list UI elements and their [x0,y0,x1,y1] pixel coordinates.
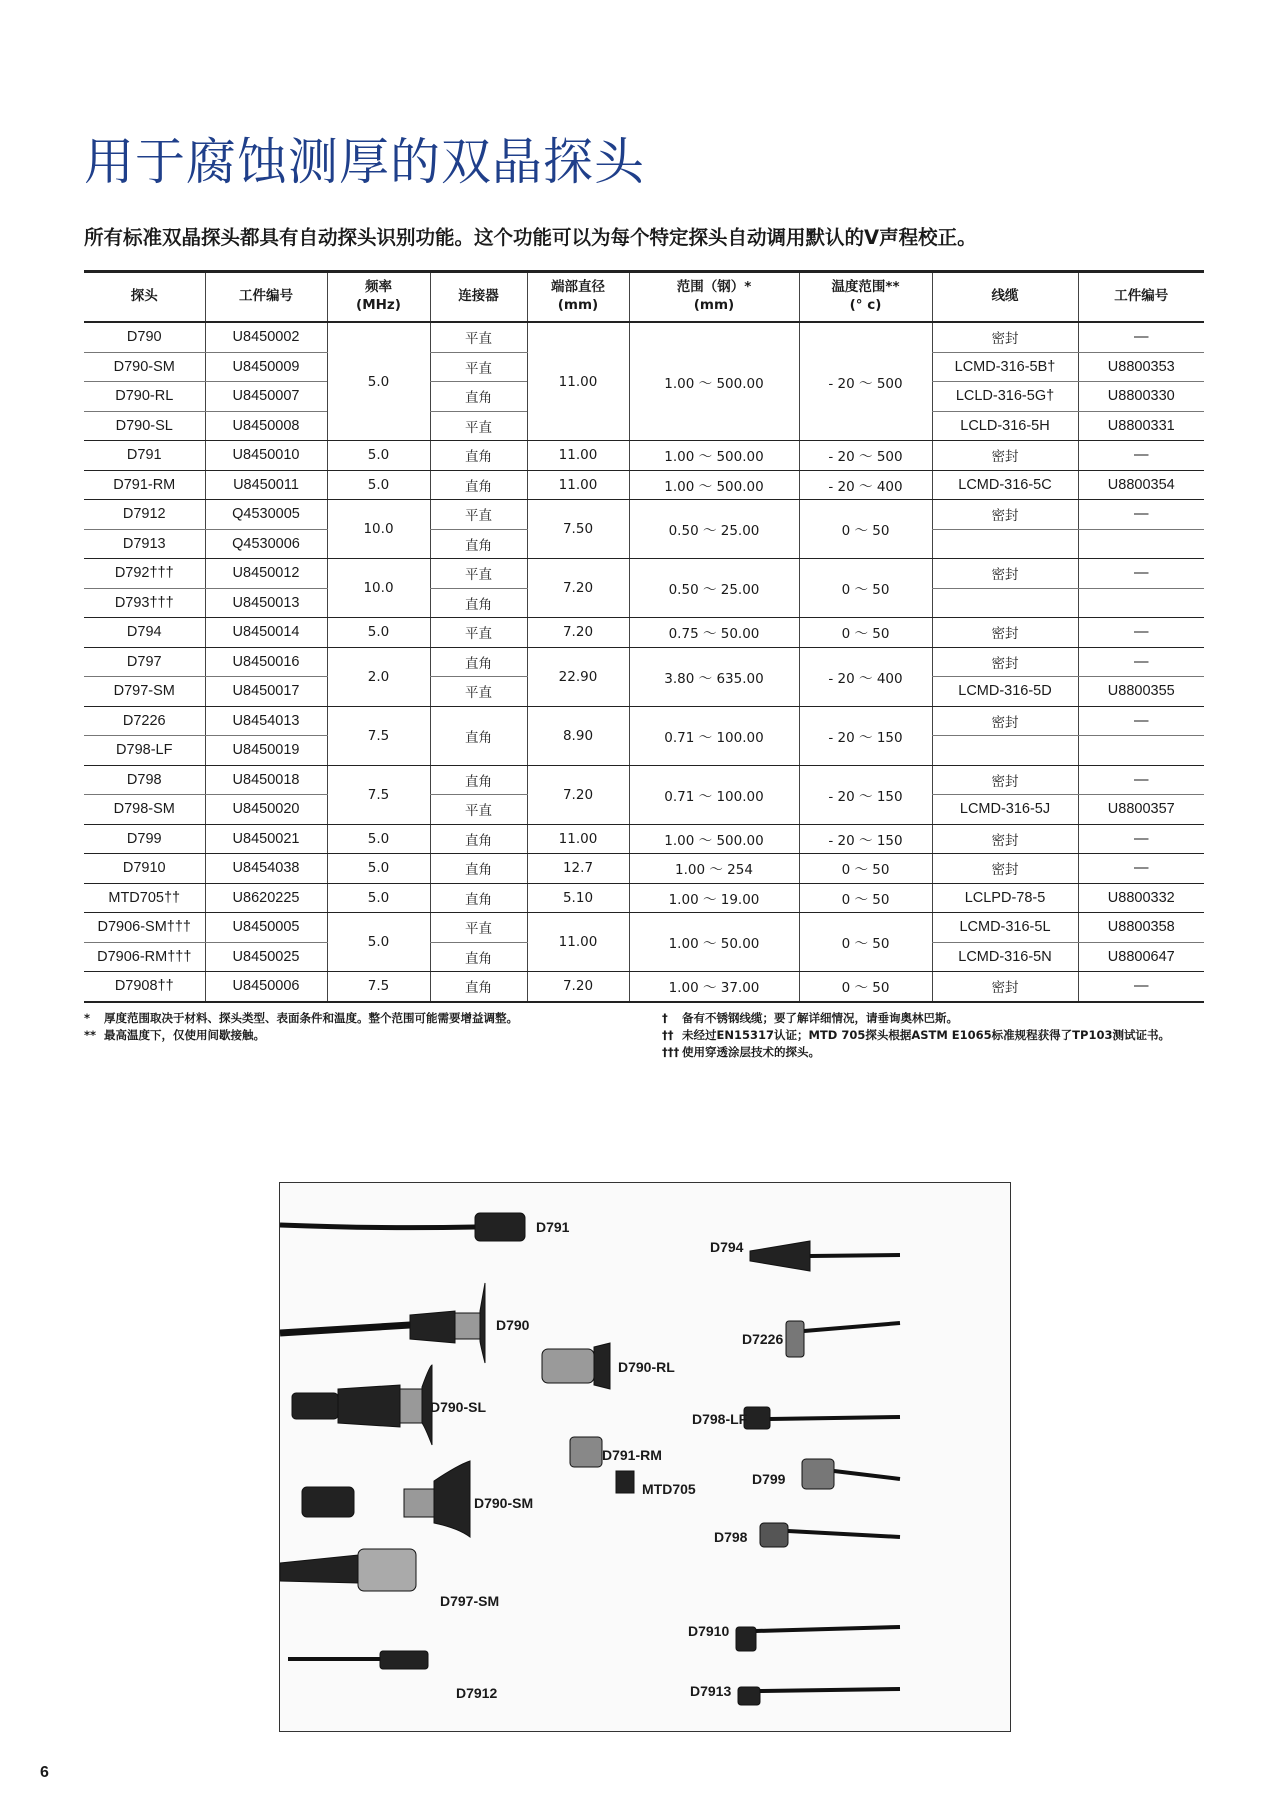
cell-temp: 0 ～ 50 [799,883,932,913]
cell-connector: 直角 [430,824,527,854]
cell-cable-part: — [1078,706,1204,736]
cell-cable: LCLD-316-5G† [932,382,1078,412]
cell-part: U8450021 [205,824,327,854]
header-connector: 连接器 [430,272,527,323]
label-d798lf: D798-LF [692,1411,748,1427]
cell-connector: 平直 [430,500,527,530]
cell-temp: 0 ～ 50 [799,500,932,559]
cell-cable-part: — [1078,559,1204,589]
footnote: ** 最高温度下，仅使用间歇接触。 [84,1028,265,1042]
cell-freq: 7.5 [327,765,430,824]
cell-probe: D790-SM [84,352,205,382]
cell-temp: - 20 ～ 500 [799,441,932,471]
page-number: 6 [40,1764,49,1781]
cell-cable-empty [932,529,1078,559]
cell-part: U8450013 [205,588,327,618]
d790-handle [410,1311,455,1343]
cell-cable: 密封 [932,618,1078,648]
d798-probe [760,1523,788,1547]
cell-temp: - 20 ～ 150 [799,765,932,824]
cell-part: U8454038 [205,854,327,884]
cell-tip: 22.90 [527,647,629,706]
cell-temp: 0 ～ 50 [799,559,932,618]
cell-connector: 平直 [430,352,527,382]
d790sm-head [434,1461,470,1537]
header-tip-diameter: 端部直径 (mm) [527,272,629,323]
cell-part: U8450007 [205,382,327,412]
label-d7913: D7913 [690,1683,732,1699]
cell-connector: 平直 [430,411,527,441]
header-frequency: 频率 (MHz) [327,272,430,323]
cell-freq: 5.0 [327,441,430,471]
probe-photo [279,1182,1011,1732]
table-header-row [84,272,1204,323]
cell-cable-part: — [1078,322,1204,352]
cell-part: U8454013 [205,706,327,736]
d791-probe [475,1213,525,1241]
header-temperature: 温度范围** (° c) [799,272,932,323]
cell-part: U8450009 [205,352,327,382]
footnote: * 厚度范围取决于材料、探头类型、表面条件和温度。整个范围可能需要增益调整。 [84,1011,518,1025]
cell-temp: - 20 ～ 150 [799,824,932,854]
page-title: 用于腐蚀测厚的双晶探头 [84,133,645,191]
label-d797sm: D797-SM [440,1593,500,1609]
cell-freq: 10.0 [327,559,430,618]
cell-probe: D7910 [84,854,205,884]
cell-part: U8450005 [205,913,327,943]
cell-freq: 2.0 [327,647,430,706]
footnote: † 备有不锈钢线缆；要了解详细情况，请垂询奥林巴斯。 [662,1011,958,1025]
cell-cable-part: U8800357 [1078,795,1204,825]
table-row [84,441,1204,471]
cell-cable-part: U8800358 [1078,913,1204,943]
d7226-cable [804,1323,900,1331]
table-row [84,500,1204,530]
cell-probe: D798-SM [84,795,205,825]
cell-tip: 11.00 [527,824,629,854]
cell-cable-part: — [1078,854,1204,884]
label-d791rm: D791-RM [602,1447,662,1463]
cell-connector: 直角 [430,441,527,471]
header-part-no: 工件编号 [205,272,327,323]
label-d7912: D7912 [456,1685,498,1701]
cell-cable-part: U8800355 [1078,677,1204,707]
cell-tip: 7.20 [527,972,629,1002]
cell-probe: D797-SM [84,677,205,707]
table-row [84,854,1204,884]
d7910-cable [756,1627,900,1631]
table-row [84,647,1204,677]
cell-connector: 直角 [430,529,527,559]
cell-freq: 10.0 [327,500,430,559]
cell-tip: 11.00 [527,913,629,972]
cell-connector: 平直 [430,618,527,648]
cell-range: 1.00 ～ 500.00 [629,824,799,854]
cell-temp: - 20 ～ 500 [799,322,932,441]
cell-probe: MTD705†† [84,883,205,913]
cell-cable: LCLPD-78-5 [932,883,1078,913]
d797sm-handle [280,1555,358,1583]
cell-connector: 直角 [430,588,527,618]
cell-range: 1.00 ～ 50.00 [629,913,799,972]
d790sm-collar [404,1489,434,1517]
cell-connector: 平直 [430,322,527,352]
cell-connector: 直角 [430,883,527,913]
cell-temp: 0 ～ 50 [799,618,932,648]
cell-freq: 5.0 [327,883,430,913]
cell-cable-part-empty [1078,588,1204,618]
cell-freq: 5.0 [327,618,430,648]
cell-part: U8450019 [205,736,327,766]
cell-cable: LCMD-316-5L [932,913,1078,943]
table-row [84,913,1204,943]
cell-freq: 7.5 [327,706,430,765]
cell-cable-part: U8800332 [1078,883,1204,913]
footnote: †† 未经过EN15317认证；MTD 705探头根据ASTM E1065标准规程获得了TP103测试证书。 [662,1028,1170,1042]
cell-range: 0.75 ～ 50.00 [629,618,799,648]
cell-connector: 直角 [430,972,527,1002]
cell-temp: 0 ～ 50 [799,972,932,1002]
cell-connector: 直角 [430,647,527,677]
label-d798: D798 [714,1529,748,1545]
cell-probe: D7906-RM††† [84,942,205,972]
cell-cable-part: — [1078,618,1204,648]
cell-freq: 5.0 [327,470,430,500]
cell-probe: D7908†† [84,972,205,1002]
header-cable: 线缆 [932,272,1078,323]
cell-cable-part: U8800647 [1078,942,1204,972]
cell-probe: D794 [84,618,205,648]
cell-connector: 直角 [430,706,527,765]
cell-part: Q4530005 [205,500,327,530]
d798-cable [788,1531,900,1537]
cell-cable: LCMD-316-5N [932,942,1078,972]
cell-freq: 5.0 [327,322,430,441]
cell-cable-empty [932,736,1078,766]
label-d7226: D7226 [742,1331,784,1347]
cell-tip: 7.50 [527,500,629,559]
header-probe: 探头 [84,272,205,323]
cell-cable: LCMD-316-5J [932,795,1078,825]
cell-tip: 11.00 [527,322,629,441]
cell-cable-part: — [1078,500,1204,530]
cell-part: U8450011 [205,470,327,500]
table-row [84,559,1204,589]
mtd705-probe [616,1471,634,1493]
cell-cable: 密封 [932,559,1078,589]
cell-part: U8620225 [205,883,327,913]
cell-part: U8450020 [205,795,327,825]
probe-spec-table [84,270,1204,1003]
cell-connector: 直角 [430,854,527,884]
cell-probe: D798 [84,765,205,795]
footnote: ††† 使用穿透涂层技术的探头。 [662,1045,820,1059]
footnotes-right [662,1010,1170,1061]
label-d799: D799 [752,1471,786,1487]
cell-tip: 7.20 [527,618,629,648]
label-d791: D791 [536,1219,570,1235]
cell-probe: D799 [84,824,205,854]
cell-probe: D7913 [84,529,205,559]
footnotes-left [84,1010,518,1044]
d7913-probe [738,1687,760,1705]
cell-range: 0.71 ～ 100.00 [629,706,799,765]
d791rm-body [570,1437,602,1467]
table-row [84,618,1204,648]
cell-range: 1.00 ～ 500.00 [629,322,799,441]
cell-cable-part-empty [1078,736,1204,766]
cell-cable-part: — [1078,972,1204,1002]
d794-probe [750,1241,810,1271]
cell-probe: D7906-SM††† [84,913,205,943]
label-mtd705: MTD705 [642,1481,696,1497]
cell-range: 1.00 ～ 37.00 [629,972,799,1002]
cell-cable: LCMD-316-5B† [932,352,1078,382]
cell-tip: 11.00 [527,470,629,500]
label-d7910: D7910 [688,1623,730,1639]
cell-tip: 12.7 [527,854,629,884]
d790sm-plug [302,1487,354,1517]
d799-cable [834,1471,900,1479]
cell-connector: 直角 [430,765,527,795]
cell-cable: LCMD-316-5C [932,470,1078,500]
d794-cable [810,1255,900,1256]
d7226-probe [786,1321,804,1357]
d790rl-head [594,1343,610,1389]
cell-probe: D7226 [84,706,205,736]
header-range: 范围（钢）* (mm) [629,272,799,323]
label-d794: D794 [710,1239,744,1255]
cell-cable: 密封 [932,706,1078,736]
cell-part: U8450016 [205,647,327,677]
cell-cable-part: U8800354 [1078,470,1204,500]
table-row [84,972,1204,1002]
cell-cable-part: U8800330 [1078,382,1204,412]
cell-probe: D792††† [84,559,205,589]
cell-cable-part-empty [1078,529,1204,559]
cell-part: U8450014 [205,618,327,648]
cell-freq: 7.5 [327,972,430,1002]
cell-range: 0.71 ～ 100.00 [629,765,799,824]
cell-probe: D791 [84,441,205,471]
cell-connector: 直角 [430,470,527,500]
cell-part: U8450008 [205,411,327,441]
cell-part: U8450018 [205,765,327,795]
cell-probe: D798-LF [84,736,205,766]
label-d790sl: D790-SL [430,1399,487,1415]
label-d790rl: D790-RL [618,1359,675,1375]
cell-connector: 平直 [430,559,527,589]
table-row [84,322,1204,352]
d7912-probe [380,1651,428,1669]
cell-cable-part: — [1078,765,1204,795]
intro-text: 所有标准双晶探头都具有自动探头识别功能。这个功能可以为每个特定探头自动调用默认的V声程校正。 [84,226,977,249]
cell-freq: 5.0 [327,824,430,854]
cell-range: 1.00 ～ 500.00 [629,470,799,500]
cell-probe: D790 [84,322,205,352]
header-cable-part-no: 工件编号 [1078,272,1204,323]
d790-collar [455,1313,480,1339]
cell-cable: 密封 [932,972,1078,1002]
cell-probe: D797 [84,647,205,677]
d798lf-probe [744,1407,770,1429]
cell-cable-part: — [1078,824,1204,854]
cell-cable: 密封 [932,765,1078,795]
cell-range: 0.50 ～ 25.00 [629,500,799,559]
cell-probe: D7912 [84,500,205,530]
cell-part: U8450025 [205,942,327,972]
d790-cable [280,1325,410,1333]
d7910-probe [736,1627,756,1651]
cell-range: 3.80 ～ 635.00 [629,647,799,706]
cell-connector: 直角 [430,942,527,972]
cell-range: 1.00 ～ 500.00 [629,441,799,471]
d798lf-cable [770,1417,900,1419]
table-row [84,706,1204,736]
cell-connector: 平直 [430,677,527,707]
cell-range: 1.00 ～ 19.00 [629,883,799,913]
d7913-cable [760,1689,900,1691]
d790-head [480,1283,485,1363]
table-row [84,765,1204,795]
cell-tip: 7.20 [527,765,629,824]
cell-cable-part: — [1078,647,1204,677]
cell-part: U8450012 [205,559,327,589]
cell-cable: 密封 [932,824,1078,854]
cell-cable: LCLD-316-5H [932,411,1078,441]
d797sm-body [358,1549,416,1591]
cell-tip: 11.00 [527,441,629,471]
cell-part: U8450017 [205,677,327,707]
cell-cable: 密封 [932,647,1078,677]
cell-probe: D790-SL [84,411,205,441]
cell-temp: - 20 ～ 150 [799,706,932,765]
cell-cable: LCMD-316-5D [932,677,1078,707]
cell-connector: 平直 [430,913,527,943]
cell-tip: 8.90 [527,706,629,765]
cell-tip: 7.20 [527,559,629,618]
cell-cable-part: U8800331 [1078,411,1204,441]
cell-range: 1.00 ～ 254 [629,854,799,884]
cell-part: Q4530006 [205,529,327,559]
d790sl-plug [292,1393,338,1419]
cell-freq: 5.0 [327,854,430,884]
cell-cable: 密封 [932,441,1078,471]
cell-cable: 密封 [932,500,1078,530]
cell-temp: 0 ～ 50 [799,913,932,972]
cell-part: U8450010 [205,441,327,471]
cell-probe: D791-RM [84,470,205,500]
cell-freq: 5.0 [327,913,430,972]
label-d790sm: D790-SM [474,1495,534,1511]
cell-cable: 密封 [932,854,1078,884]
cell-probe: D790-RL [84,382,205,412]
cell-probe: D793††† [84,588,205,618]
d791-cable [280,1225,475,1228]
cell-connector: 平直 [430,795,527,825]
table-row [84,470,1204,500]
cell-cable-empty [932,588,1078,618]
cell-cable: 密封 [932,322,1078,352]
cell-connector: 直角 [430,382,527,412]
cell-temp: - 20 ～ 400 [799,470,932,500]
label-d790: D790 [496,1317,530,1333]
cell-cable-part: — [1078,441,1204,471]
cell-part: U8450002 [205,322,327,352]
cell-temp: - 20 ～ 400 [799,647,932,706]
d799-probe [802,1459,834,1489]
cell-tip: 5.10 [527,883,629,913]
cell-part: U8450006 [205,972,327,1002]
table-row [84,824,1204,854]
cell-range: 0.50 ～ 25.00 [629,559,799,618]
cell-temp: 0 ～ 50 [799,854,932,884]
d790sl-collar [400,1389,422,1423]
d790rl-body [542,1349,594,1383]
table-row [84,883,1204,913]
cell-cable-part: U8800353 [1078,352,1204,382]
d790sl-handle [338,1385,400,1427]
